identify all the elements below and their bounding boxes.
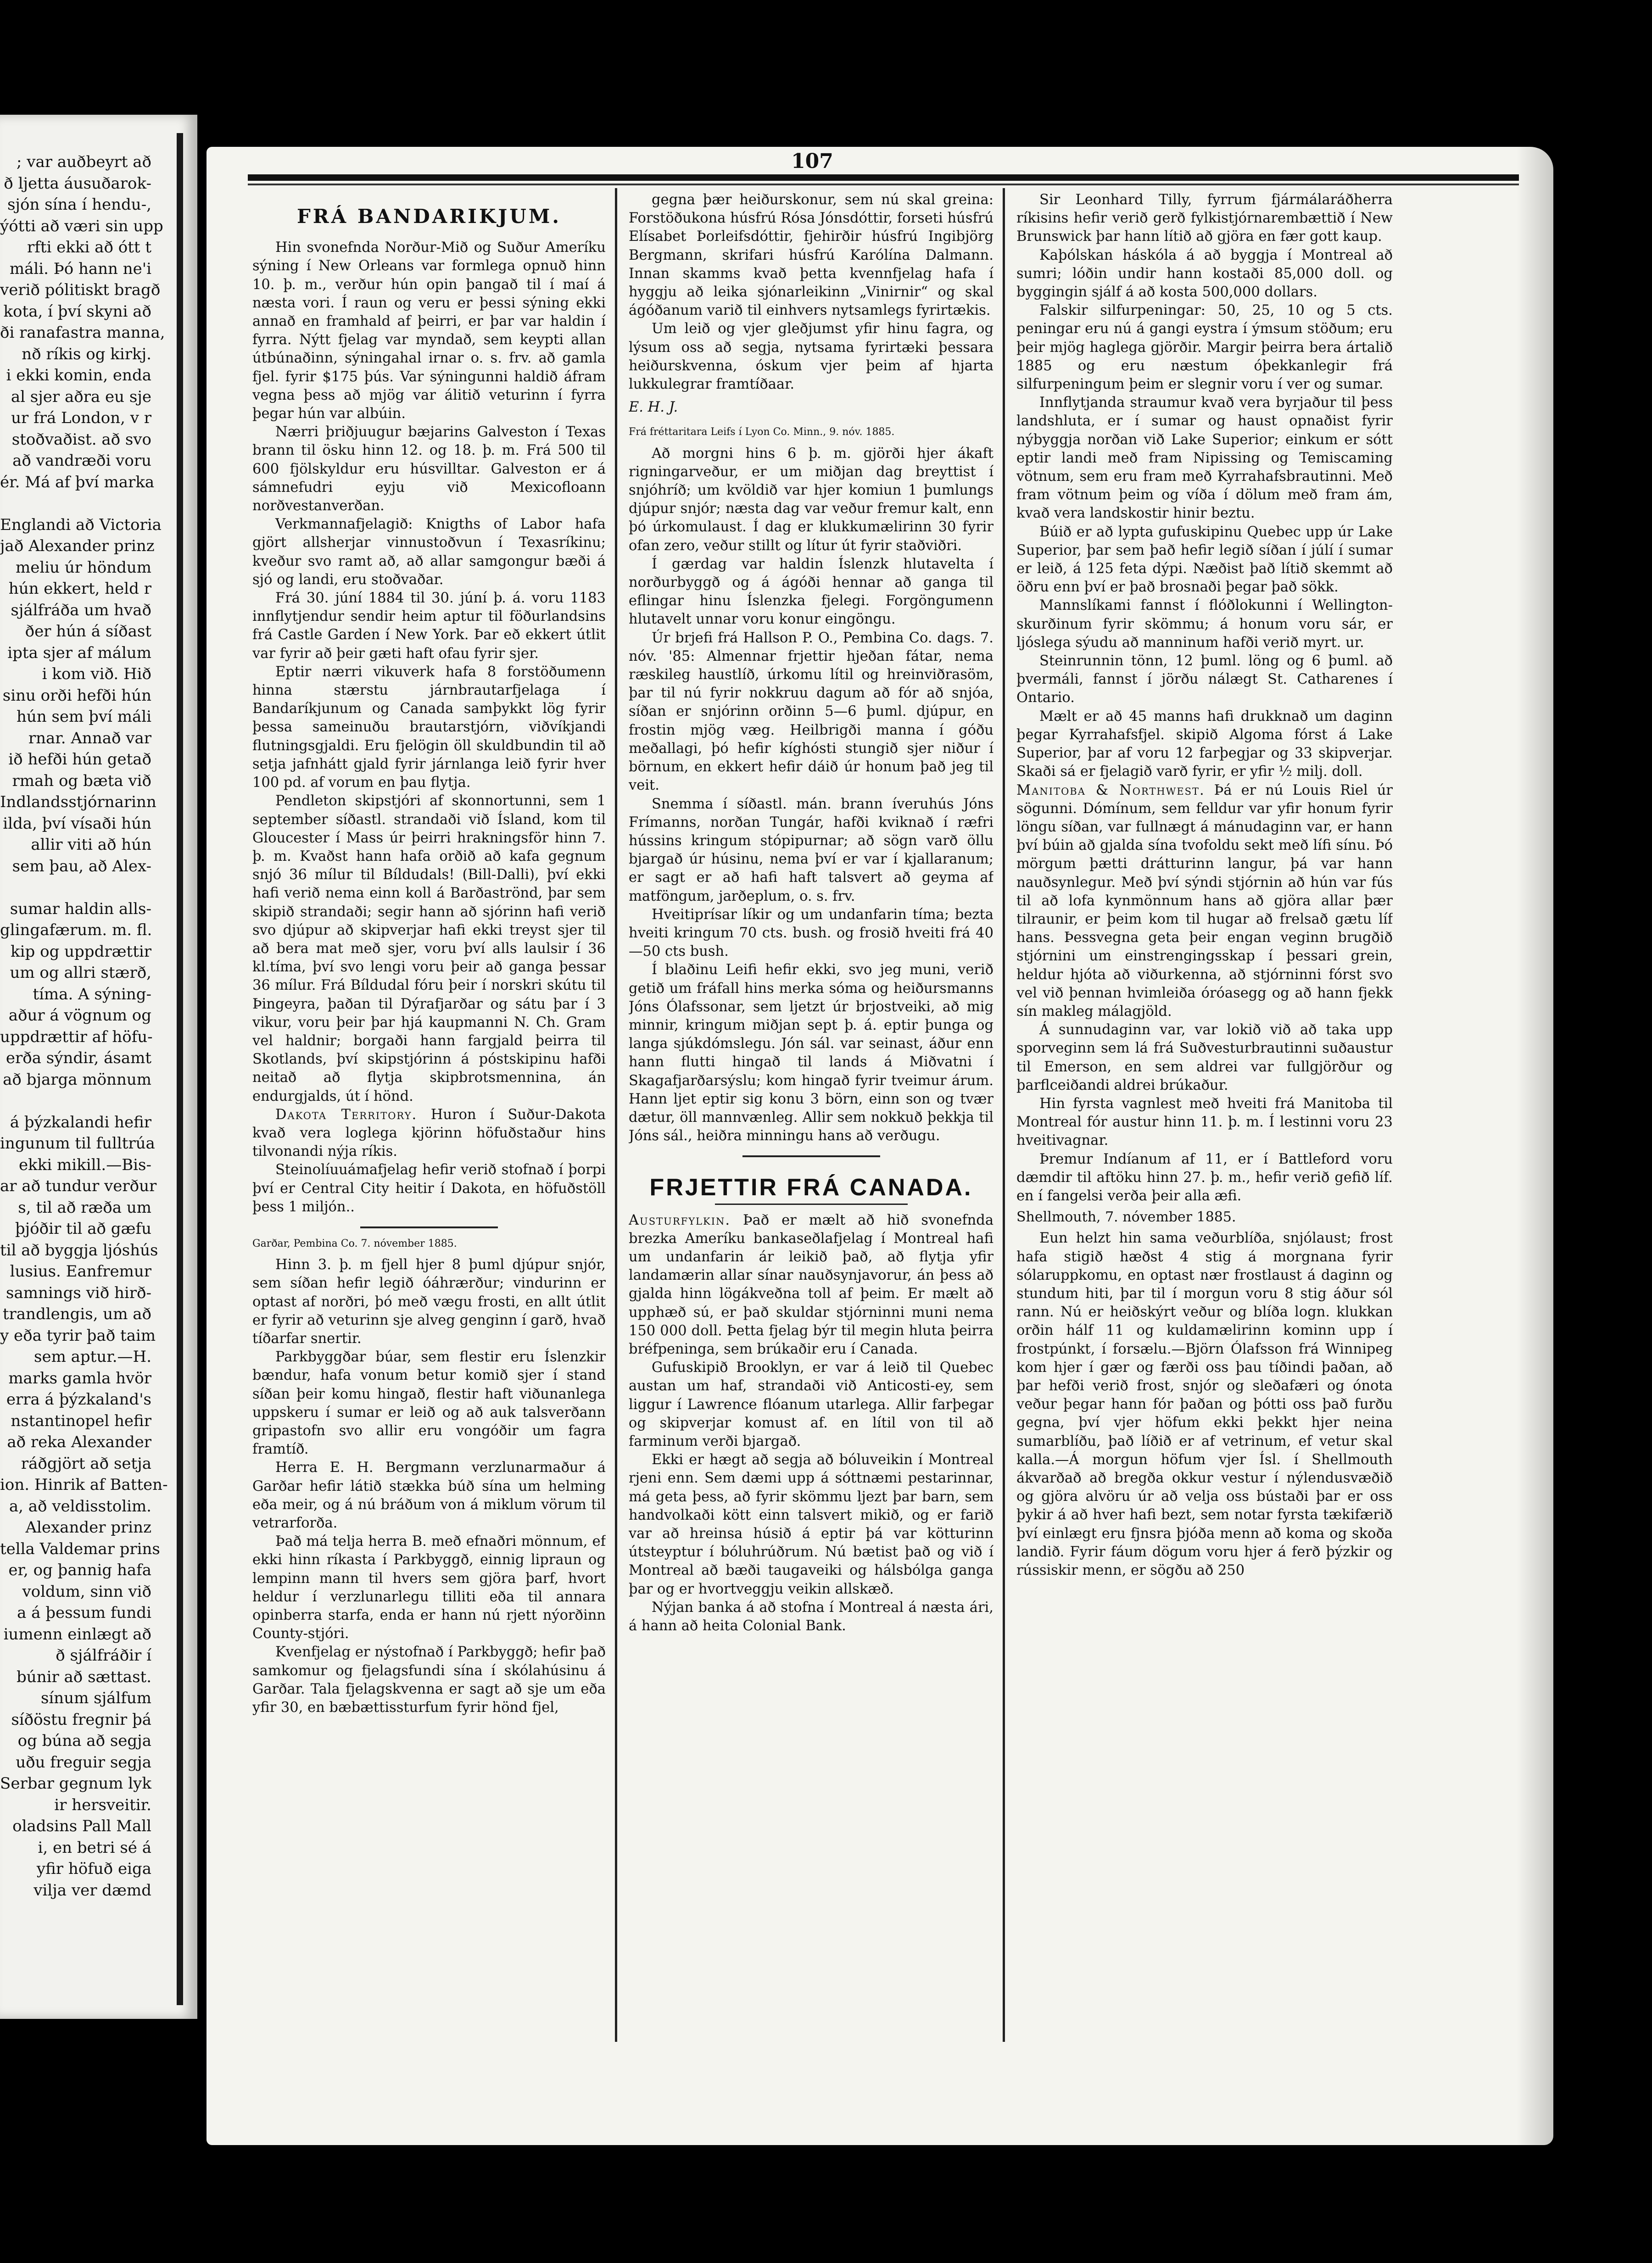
article-paragraph: Hin svonefnda Norður-Mið og Suður Ameríku sýning í New Orleans var formlega opnuð hinn 10. þ. m., verður hún opin þangað til í maí á næsta vori. Í raun og veru er þessi sýning ekki annað en framhald af þeirri, er þar var haldin í fyrra. Nýtt fjelag var myndað, sem keypti allan útbúnaðinn, sýningahal irnar o. s. frv. að gamla fjel. fyrir $175 þús. Var sýningunni haldið áfram vegna þess að mjög var álitið veturinn í fyrra þegar hún var albúin. <box>252 240 606 422</box>
previous-page-line: ði ranafastra manna, <box>0 323 165 342</box>
previous-page-line: kota, í því skyni að <box>3 302 151 321</box>
previous-page-line: samnings við hirð- <box>6 1283 151 1302</box>
article-paragraph: Um leið og vjer gleðjumst yfir hinu fagra, og lýsum oss að segja, nytsama fyrirtæki þessara heiðurskvenna, óskum vjer þeim af hjarta lukkulegrar framtíðaar. <box>629 321 993 393</box>
previous-page-line: nstantinopel hefir <box>11 1411 151 1430</box>
separator-rule <box>360 1226 498 1228</box>
previous-page-line: um og allri stærð, <box>10 964 151 982</box>
article-paragraph: Á sunnudaginn var, var lokið við að taka upp sporveginn sem lá frá Suðvesturbrautinni suðaustur til Emerson, en sem aldrei var fullgjörður og þarflceiðandi aldrei brúkaður. <box>1016 1022 1393 1093</box>
column-2 <box>629 191 993 2095</box>
manitoba-paragraph <box>1016 781 1393 1021</box>
previous-page-line: yfir höfuð eiga <box>36 1860 151 1878</box>
previous-page-line: að reka Alexander <box>7 1433 151 1451</box>
article-paragraph: Steinolíuuámafjelag hefir verið stofnað í þorpi því er Central City heitir í Dakota, en höfuðstöll þess 1 miljón.. <box>252 1162 606 1215</box>
article-paragraph: Kvenfjelag er nýstofnað í Parkbyggð; hefir það samkomur og fjelagsfundi sína í skólahúsinu á Garðar. Tala fjelagskvenna er sagt að sje um eða yfir 30, en bæbættissturfum fyrir hönd fjel, <box>252 1644 606 1716</box>
article-paragraph: Gufuskipið Brooklyn, er var á leið til Quebec austan um haf, strandaði við Anticosti-ey, sem liggur í Lawrence flóanum utarlega. Allir farþegar og skipverjar komust af. en lítil von til að farminum verði bjargað. <box>629 1360 993 1449</box>
previous-page-line: hún sem því máli <box>16 708 151 726</box>
article-paragraph: Hinn 3. þ. m fjell hjer 8 þuml djúpur snjór, sem síðan hefir legið óáhrærður; vindurinn er optast af norðri, þó með vægu frosti, en allt útlit er fyrir að veturinn sje alveg genginn í garð, hvað tíðarfar snertir. <box>252 1257 606 1347</box>
previous-page-line: ýótti að væri sin upp <box>0 217 163 235</box>
article-paragraph: Mannslíkami fannst í flóðlokunni í Wellington-skurðinum fyrir skömmu; á honum voru sár, er ljóslega sýudu að manninum hafði verið myrt. ur. <box>1016 597 1393 651</box>
previous-page-line: sinu orði hefði hún <box>2 686 151 705</box>
article-paragraph: Nýjan banka á að stofna í Montreal á næsta ári, á hann að heita Colonial Bank. <box>629 1599 993 1634</box>
previous-page-line: ið hefði hún getað <box>8 750 151 769</box>
heading-underline <box>715 1204 908 1205</box>
dateline-lyon-co: Frá fréttaritara Leifs í Lyon Co. Minn., 9. nóv. 1885. <box>629 426 895 438</box>
column-2-articles-bottom <box>629 1359 993 1635</box>
previous-page-line: ; var auðbeyrt að <box>17 153 151 171</box>
article-paragraph: Sir Leonhard Tilly, fyrrum fjármálaráðherra ríkisins hefir verið gerð fylkistjórnarembættið í New Brunswick þar hann lítið að gjöra en fær gott kaup. <box>1016 192 1393 245</box>
previous-page-line: er, og þannig hafa <box>8 1561 151 1579</box>
previous-page-line: ráðgjört að setja <box>21 1454 151 1473</box>
previous-page-line: sjón sína í hendu-, <box>7 195 151 214</box>
previous-page-line: verið pólitiskt bragð <box>0 281 161 299</box>
header-rule <box>248 174 1519 181</box>
article-paragraph: Úr brjefi frá Hallson P. O., Pembina Co. dags. 7. nóv. '85: Almennar frjettir hjeðan fátar, nema ræskileg haustlíð, úrkomu lítil og hreinviðrasöm, þar til nú fyrir nokkruu dagum að fór að snjóa, síðan er snjórinn orðinn 5—6 þuml. djúpur, en frostin mjög væg. Heilbrigði manna í góðu meðallagi, þó hefir kíghósti stungið sjer niður í börnum, en ekkert hefir dáið úr honum það jeg til veit. <box>629 630 993 794</box>
article-paragraph: Nærri þriðjuugur bæjarins Galveston í Texas brann til ösku hinn 12. og 18. þ. m. Frá 500 til 600 fjölskyldur eru húsvilltar. Galveston er á sámnefudri eyju við Mexicofloann norðvestanverðan. <box>252 424 606 514</box>
previous-page-line: y eða tyrir það taim <box>0 1326 156 1345</box>
article-paragraph: Eptir nærri vikuverk hafa 8 forstöðumenn hinna stærstu járnbrautarfjelaga í Bandaríkjunum og Canada samþykkt lög fyrir þessa sameinuðu brautarstjórn, viðvíkjandi flutningsgjaldi. Eru fjelögin öll skuldbundin til að setja jafnhátt gjald fyrir járnlanga leið fyrir hver 100 pd. af vorum en þau flytja. <box>252 663 606 791</box>
article-paragraph: Þremur Indíanum af 11, er í Battleford voru dæmdir til aftöku hinn 27. þ. m., hefir verið gefið líf. en í fangelsi verða þeir alla æfi. <box>1016 1151 1393 1204</box>
column-rule-1 <box>615 188 617 2042</box>
article-paragraph: Í gærdag var haldin Íslenzk hlutavelta í norðurbyggð og á ágóði hennar að ganga til eflingar hinu Íslenzka fjelegi. Forgöngumenn hlutavelt unnar voru konur eingöngu. <box>629 556 993 628</box>
article-paragraph: Eun helzt hin sama veðurblíða, snjólaust; frost hafa stigið hæðst 4 stig á morgnana fyrir sólaruppkomu, en optast nær frostlaust á daginn og stundum hiti, þar til í morgun voru 8 stig áður sól rann. Nú er heiðskýrt veður og blíða logn. klukkan orðin hálf 11 og kuldamælirinn kominn upp í frostpúnkt, í forsælu.—Björn Ólafsson frá Winnipeg kom hjer í gær og færði oss þau tíðindi þaðan, að þar hefði verið frost, snjór og sleðafæri og ónota veður þegar hann fór þaðan og þótti oss það furðu gegna, því vjer höfum ekki þekkt hjer neina sumarblíðu, það líðið er af vetrinum, ef vetur skal kalla.—Á morgun höfum vjer Ísl. í Shellmouth ákvarðað að bregða okkur vestur í nýlendusvæðið og gjöra alvöru úr að velja oss bústaði þar er oss þykir á að hver hafi bezt, sem notar fyrsta tækifærið því einlægt eru fjnsra þjóða menn að koma og skoða landið. Fyrir fáum dögum voru hjer á ferð þýzkir og rússiskir menn, er sögðu að 250 <box>1016 1230 1393 1579</box>
article-paragraph: Hin fyrsta vagnlest með hveiti frá Manitoba til Montreal fór austur hinn 11. þ. m. Í lestinni voru 23 hveitivagnar. <box>1016 1095 1393 1149</box>
column-1-articles-top <box>252 239 606 1106</box>
previous-page-line: aður á vögnum og <box>8 1006 151 1025</box>
column-2-articles-top <box>629 191 993 394</box>
article-paragraph: Að morgni hins 6 þ. m. gjörði hjer ákaft rigningarveður, er um miðjan dag breyttist í snjóhríð; um kvöldið var hjer komiun 1 þumlungs djúpur snjór; næsta dag var veður fremur kalt, enn þó úrkomulaust. Í dag er klukkumælirinn 30 fyrir ofan zero, veður stillt og lítur út fyrir staðviðri. <box>629 445 993 554</box>
previous-page-line: Englandi að Victoria <box>0 515 162 534</box>
page-curl-shadow <box>1517 147 1553 2145</box>
column-1 <box>252 191 606 2095</box>
article-paragraph: Parkbyggðar búar, sem flestir eru Íslenzkir bændur, hafa vonum betur komið sjer í stand síðan þeir komu hingað, flestir haft viðunanlega uppskeru í sumar er leið og að auk talsverðann gripastofn svo allir eru vongóðir um fagra framtíð. <box>252 1349 606 1458</box>
article-paragraph: Snemma í síðastl. mán. brann íveruhús Jóns Frímanns, norðan Tungár, hafði kviknað í ræfri hússins kringum stópipurnar; að sögn varð öllu bjargað úr húsinu, nema því er var í kjallaranum; er sagt er að hafi haft talsvert að geyma af matföngum, jarðeplum, o. s. frv. <box>629 796 993 904</box>
previous-page-line: sem aptur.—H. <box>34 1348 151 1366</box>
previous-page-line: s, til að ræða um <box>18 1198 151 1217</box>
austurfylkin-label: Austurfylkin. <box>629 1212 731 1228</box>
previous-page-line: a, að veldisstolim. <box>9 1497 151 1516</box>
previous-page-line: lusius. Eanfremur <box>10 1262 151 1281</box>
signature-ehj: E. H. J. <box>629 399 678 416</box>
article-paragraph: Mælt er að 45 manns hafi drukknað um daginn þegar Kyrrahafsfjel. skipið Algoma fórst á Lake Superior, þar af voru 12 farþegjar og 33 skipverjar. Skaði sá er fjelagið varð fyrir, er yfir ½ milj. doll. <box>1016 708 1393 780</box>
column-3-articles-last <box>1016 1229 1393 1580</box>
previous-page-line: sjálfráða um hvað <box>11 601 151 619</box>
previous-page-edge <box>0 115 197 2019</box>
previous-page-line: ar að tundur verður <box>0 1177 157 1195</box>
previous-page-line: tella Valdemar prins <box>0 1539 160 1558</box>
article-paragraph: Hveitiprísar líkir og um undanfarin tíma; bezta hveiti kringum 70 cts. bush. og frosið hveiti frá 40—50 cts bush. <box>629 906 993 960</box>
previous-page-line: Serbar gegnum lyk <box>0 1774 151 1793</box>
manitoba-text: Þá er nú Louis Riel úr sögunni. Dómínum, sem felldur var yfir honum fyrir löngu síðan, var fullnægt á mánudaginn var, er hann því búin að gjalda sína tvofoldu sekt með lífi sínu. Þó mörgum þætti drátturinn langur, þá var hann nauðsynlegur. Með því sýndi stjórnin að hún var fús til að lofa kynmönnum hans að gjöra allar þær tilraunir, er þeim kom til hugar að frelsað gætu líf hans. Þessvegna geta þeir engan veginn brugðið stjórnini um einstrengingsskap í þessari grein, heldur hjóta að viðurkenna, að stjórninni fórst svo vel við þennan hvimleiða óróasegg og að hann fjekk sín makleg málagjöld. <box>1016 782 1393 1020</box>
column-2-articles-mid <box>629 445 993 1146</box>
previous-page-line: i ekki komin, enda <box>6 366 151 385</box>
page-number: 107 <box>791 150 833 173</box>
previous-page-line: síðöstu fregnir þá <box>11 1710 151 1729</box>
previous-page-line: sínum sjálfum <box>40 1689 151 1707</box>
previous-page-line: og búna að segja <box>17 1732 151 1750</box>
previous-page-line: Alexander prinz <box>25 1518 151 1537</box>
heading-fra-bandarikjum: FRÁ BANDARIKJUM. <box>296 205 562 228</box>
article-paragraph: Pendleton skipstjóri af skonnortunni, sem 1 september síðastl. strandaði við Ísland, kom til Gloucester í Mass úr þeirri hrakningsför hinn 7. þ. m. Kvaðst hann hafa orðið að kafa gegnum snjó 36 mílur til Bíldudals! (Bill-Dalli), því ekki hafi verið nema einn koll á Barðaströnd, þar sem skipið strandaði; segir hann að sjórinn hafi verið svo djúpur að skipverjar hafi ekki treyst sjer til að bera mat með sjer, voru því alls laulsir í 36 kl.tíma, því svo lengi voru þeir að ganga þessar 36 mílur. Frá Bíldudal fóru þeir í norskri skútu til Þingeyra, þaðan til Dýrafjarðar og sátu þar í 3 vikur, voru þeir þar hjá kaupmanni N. Ch. Gram vel haldnir; borgaði hann fargjald þeirra til Skotlands, því skipstjórinn á póstskipinu hafði neitað að flytja skipbrotsmennina, án endurgjalds, út í hönd. <box>252 793 606 1104</box>
separator-rule <box>742 1155 880 1157</box>
column-rule-2 <box>1003 188 1005 2042</box>
previous-page-line: þjóðir til að gæfu <box>15 1220 151 1238</box>
austurfylkin-text: Það er mælt að hið svonefnda brezka Ameríku bankaseðlafjelag í Montreal hafi um undanfarin ár leikið það, að flytja yfir landamærin allar sínar nauðsynjavorur, án þess að gjalda hinn lögákveðna toll af þeim. Er mælt að upphæð sú, er það skuldar stjórninni muni nema 150 000 doll. Þetta fjelag býr til megin hluta þeirra bréfpeninga, sem brúkaðir eru í Canada. <box>629 1212 993 1357</box>
previous-page-line: ekki mikill.—Bis- <box>19 1155 151 1174</box>
dakota-label: Dakota Territory. <box>275 1106 418 1123</box>
previous-page-line: vilja ver dæmd <box>33 1881 151 1900</box>
column-1-articles-bottom <box>252 1256 606 1717</box>
previous-page-line: ð sjálfráðir í <box>56 1646 151 1665</box>
article-paragraph: Frá 30. júní 1884 til 30. júní þ. á. voru 1183 innflytjendur sendir heim aptur til föðurlandsins frá Castle Garden í New York. Þar eð ekkert útlit var fyrir að þeir gæti haft ofau fyrir sjer. <box>252 590 606 662</box>
article-paragraph: Ekki er hægt að segja að bóluveikin í Montreal rjeni enn. Sem dæmi upp á sóttnæmi pestarinnar, má geta þess, að fyrir skömmu ljezt þar barn, sem handvolkaði kött einn talsvert mikið, og er farið var að hreinsa húsið á eptir þá var kötturinn útsteyptur í bóluhrúðrum. Nú bætist það og við í Montreal að bæði taugaveiki og hálsbólga ganga þar og er hvortveggju veikin allskæð. <box>629 1452 993 1597</box>
previous-page-line: ir hersveitir. <box>54 1795 151 1814</box>
previous-page-line: i kom við. Hið <box>42 665 151 683</box>
previous-page-line <box>0 1090 151 1112</box>
article-paragraph: Það má telja herra B. með efnaðri mönnum, ef ekki hinn ríkasta í Parkbyggð, einnig lipraun og lempinn mann til hvers sem gjöra þarf, hvort heldur í verzlunarlegu tilliti eða til annara opinberra starfa, enda er hann nú rjett nýorðinn County-stjóri. <box>252 1533 606 1642</box>
previous-page-line: jað Alexander prinz <box>0 537 155 555</box>
previous-page-line: ðer hún á síðast <box>25 622 151 641</box>
previous-page-line: að bjarga mönnum <box>3 1070 151 1089</box>
previous-page-line: hún ekkert, held r <box>8 580 151 598</box>
previous-page-line: kip og uppdrættir <box>11 942 151 961</box>
previous-page-line: til að byggja ljóshús <box>0 1241 158 1260</box>
previous-page-column-rule <box>177 133 183 2005</box>
previous-page-line: stoðvaðist. að svo <box>11 430 151 449</box>
previous-page-line: ér. Má af því marka <box>0 473 155 491</box>
previous-page-line: ilda, því vísaði hún <box>3 814 151 833</box>
article-paragraph: Búið er að lypta gufuskipinu Quebec upp úr Lake Superior, þar sem það hefir legið síðan í júlí í sumar er leið, á 125 feta dýpi. Næðist það lítið skemmt að öðru enn því er það brosnaði þegar það sökk. <box>1016 524 1393 596</box>
previous-page-line: á þýzkalandi hefir <box>10 1113 151 1132</box>
previous-page-line: ur frá London, v r <box>11 409 151 427</box>
previous-page-line: nð ríkis og kirkj. <box>22 345 151 363</box>
article-paragraph: Kaþólskan háskóla á að byggja í Montreal að sumri; lóðin undir hann kostaði 85,000 doll. og byggingin sjálf á að kosta 500,000 dollars. <box>1016 247 1393 301</box>
previous-page-line <box>0 877 151 898</box>
heading-frjettir-fra-canada: FRJETTIR FRÁ CANADA. <box>649 1174 973 1201</box>
article-paragraph: gegna þær heiðurskonur, sem nú skal greina: Forstöðukona húsfrú Rósa Jónsdóttir, forseti húsfrú Elísabet Þorleifsdóttir, fjehirðir húsfrú Ingibjörg Bergmann, skrifari húsfrú Karólína Dalmann. Innan skamms kvað þetta kvennfjelag hafa í hyggju að leika sjónarleikinn „Vinirnir“ og skal ágóðanum varið til einhvers nytsamlegs fyrirtækis. <box>629 192 993 319</box>
column-1-articles-mid <box>252 1161 606 1216</box>
previous-page-line: ð ljetta áusuðarok- <box>4 174 151 193</box>
dateline-gardar: Garðar, Pembina Co. 7. nóvember 1885. <box>252 1237 457 1249</box>
previous-page-line: sumar haldin alls- <box>10 899 151 918</box>
previous-page-line: ingunum til fulltrúa <box>0 1134 155 1153</box>
column-3-articles-top <box>1016 191 1393 781</box>
previous-page-line: glingafærum. m. fl. <box>0 921 152 939</box>
article-paragraph: Falskir silfurpeningar: 50, 25, 10 og 5 cts. peningar eru nú á gangi eystra í ýmsum stöðum; eru þeir mjög haglega gjörðir. Margir þeirra bera ártalið 1885 og eru næstum óþekkanlegir frá silfurpeningum þeim er slegnir voru í ver og sumar. <box>1016 302 1393 393</box>
austurfylkin-paragraph <box>629 1211 993 1359</box>
previous-page-line: að vandræði voru <box>12 451 151 470</box>
dakota-paragraph <box>252 1106 606 1161</box>
previous-page-line: allir viti að hún <box>31 836 151 854</box>
previous-page-line: voldum, sinn við <box>22 1582 151 1601</box>
newspaper-page <box>206 147 1553 2145</box>
article-paragraph: Herra E. H. Bergmann verzlunarmaður á Garðar hefir látið stækka búð sína um helming eða meir, og á nú bráðum von á miklum vörum til vetrarforða. <box>252 1460 606 1532</box>
dakota-text: Huron í Suður-Dakota kvað vera loglega kjörinn höfuðstaður hins tilvonandi nýja ríkis. <box>252 1106 606 1160</box>
column-3 <box>1016 191 1393 2095</box>
article-paragraph: Steinrunnin tönn, 12 þuml. löng og 6 þuml. að þvermáli, fannst í jörðu nálægt St. Catharenes í Ontario. <box>1016 653 1393 706</box>
previous-page-line: tíma. A sýning- <box>33 985 151 1003</box>
previous-page-line: i, en betri sé á <box>38 1838 151 1857</box>
article-paragraph: Innflytjanda straumur kvað vera byrjaður til þess landshluta, er í sumar og haust opnaðist fyrir nýbyggja norðan við Lake Superior; einkum er sótt eptir landi með fram Nipissing og Temiscaming vötnum, sem eru fram með Kyrrahafsbrautinni. Með fram vötnum þeim og víða í dölum með fram ám, kvað vera landskostir hinir beztu. <box>1016 395 1393 522</box>
previous-page-line: meliu úr höndum <box>16 558 151 577</box>
previous-page-line: ipta sjer af málum <box>7 643 151 662</box>
previous-page-line <box>0 493 151 514</box>
previous-page-line: rmah og bæta við <box>12 771 151 790</box>
previous-page-line: ion. Hinrik af Batten- <box>0 1476 168 1494</box>
previous-page-line: máli. Þó hann ne'i <box>9 259 151 278</box>
previous-page-line: rnar. Annað var <box>28 729 151 747</box>
article-paragraph: Í blaðinu Leifi hefir ekki, svo jeg muni, verið getið um fráfall hins merka sóma og heiðursmanns Jóns Ólafssonar, sem ljetzt úr brjostveiki, að mig minnir, kringum miðjan sept þ. á. eptir þunga og langa sjúkdómslegu. Jón sál. var seinast, áður enn hann flutti hingað til lands á Miðvatni í Skagafjarðarsýslu; kom hingað fyrir tveimur árum. Hann ljet eptir sig konu 3 börn, einn son og tvær dætur, öll mannvænleg. Allir sem nokkuð þekkja til Jóns sál., heiðra minningu hans að verðugu. <box>629 962 993 1144</box>
previous-page-line: búnir að sættast. <box>17 1667 151 1686</box>
previous-page-line: oladsins Pall Mall <box>12 1817 151 1835</box>
dateline-shellmouth: Shellmouth, 7. nóvember 1885. <box>1016 1209 1236 1226</box>
previous-page-line: Indlandsstjórnarinn <box>0 793 156 811</box>
previous-page-line: erða sýndir, ásamt <box>6 1049 151 1067</box>
previous-page-line: a á þessum fundi <box>17 1604 151 1622</box>
previous-page-line: uppdrættir af höfu- <box>0 1027 153 1046</box>
column-3-articles-bottom <box>1016 1021 1393 1205</box>
previous-page-line: rfti ekki að ótt t <box>27 238 151 256</box>
previous-page-line: al sjer aðra eu sje <box>11 387 151 406</box>
previous-page-text-column <box>0 151 168 1901</box>
previous-page-line: trandlengis, um að <box>2 1305 151 1323</box>
header-rule-thin <box>248 184 1519 185</box>
previous-page-line: uðu freguir segja <box>16 1753 151 1772</box>
previous-page-line: sem þau, að Alex- <box>12 857 151 875</box>
previous-page-line: erra á þýzkaland's <box>6 1390 151 1409</box>
manitoba-label: Manitoba & Northwest. <box>1016 782 1205 798</box>
previous-page-line: iumenn einlægt að <box>3 1625 151 1644</box>
previous-page-line: marks gamla hvör <box>8 1369 151 1388</box>
article-paragraph: Verkmannafjelagið: Knigths of Labor hafa gjört allsherjar vinnustoðvun í Texasríkinu; kveður svo ramt að, að allar samgongur bæði á sjó og landi, eru stoðvaðar. <box>252 516 606 588</box>
